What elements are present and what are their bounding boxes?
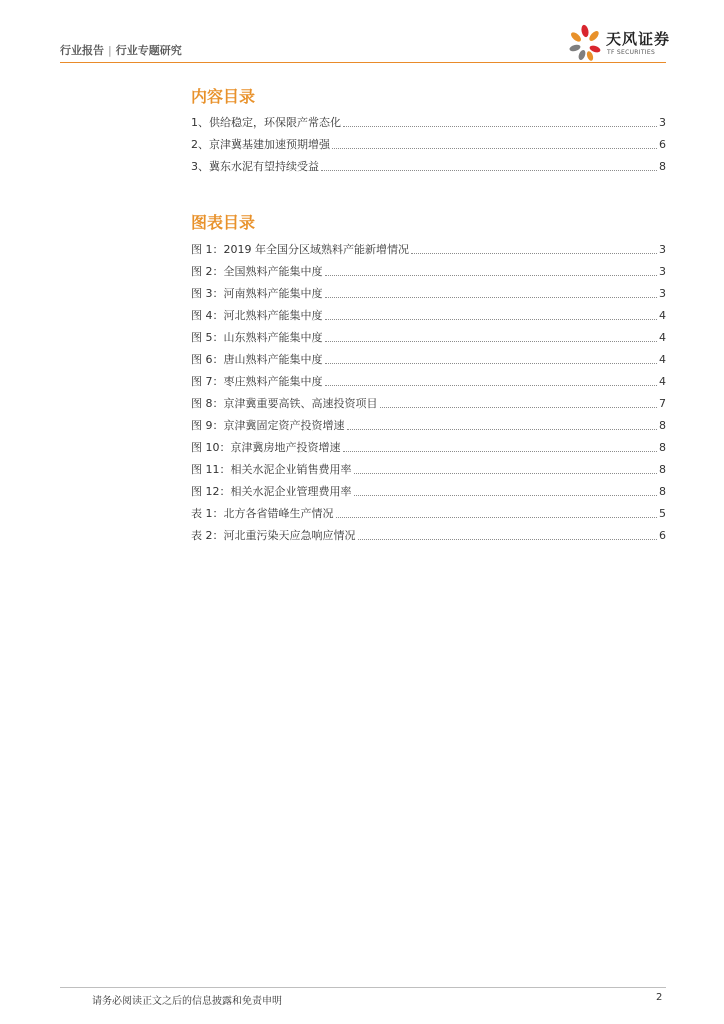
logo-company-name: 天风证券 — [606, 30, 671, 48]
flower-logo-icon — [566, 23, 606, 63]
dot-leader — [336, 517, 658, 518]
figure-entry-page: 4 — [659, 353, 666, 366]
figure-entry-label: 图 12：相关水泥企业管理费用率 — [191, 485, 352, 498]
toc-entry[interactable] — [191, 155, 666, 177]
figure-entry-page: 3 — [659, 287, 666, 300]
figure-entry-label: 图 10：京津冀房地产投资增速 — [191, 441, 341, 454]
figure-entry-page: 6 — [659, 529, 666, 542]
report-type-header — [60, 42, 182, 58]
figure-entry-label: 图 11：相关水泥企业销售费用率 — [191, 463, 352, 476]
toc-entry-label: 1、供给稳定，环保限产常态化 — [191, 116, 341, 129]
figure-entry[interactable] — [191, 282, 666, 304]
dot-leader — [325, 385, 658, 386]
figure-entry-page: 5 — [659, 507, 666, 520]
figure-entry-label: 表 1：北方各省错峰生产情况 — [191, 507, 334, 520]
figure-entry[interactable] — [191, 326, 666, 348]
figure-entry-label: 图 8：京津冀重要高铁、高速投资项目 — [191, 397, 378, 410]
figure-entry[interactable] — [191, 348, 666, 370]
dot-leader — [354, 473, 658, 474]
figure-entry-page: 4 — [659, 375, 666, 388]
report-subcategory: 行业专题研究 — [115, 44, 182, 57]
dot-leader — [325, 275, 658, 276]
figure-entry[interactable] — [191, 304, 666, 326]
toc-entry-label: 2、京津冀基建加速预期增强 — [191, 138, 330, 151]
dot-leader — [380, 407, 658, 408]
figures-title: 图表目录 — [191, 213, 256, 232]
figure-entry-label: 图 5：山东熟料产能集中度 — [191, 331, 323, 344]
figure-entry[interactable] — [191, 238, 666, 260]
figure-entry[interactable] — [191, 414, 666, 436]
toc-entry[interactable] — [191, 133, 666, 155]
toc-entry-page: 3 — [659, 116, 666, 129]
figure-entry-page: 8 — [659, 441, 666, 454]
figure-entry[interactable] — [191, 392, 666, 414]
figure-entry[interactable] — [191, 370, 666, 392]
figure-entry-label: 图 3：河南熟料产能集中度 — [191, 287, 323, 300]
dot-leader — [325, 297, 658, 298]
figure-entry-page: 3 — [659, 265, 666, 278]
dot-leader — [411, 253, 657, 254]
figure-entry-label: 图 9：京津冀固定资产投资增速 — [191, 419, 345, 432]
figure-entry[interactable] — [191, 524, 666, 546]
logo-company-subtitle: TF SECURITIES — [607, 49, 656, 56]
dot-leader — [325, 363, 658, 364]
figure-entry-page: 4 — [659, 331, 666, 344]
figure-entry-page: 8 — [659, 485, 666, 498]
figures-list — [191, 238, 666, 546]
dot-leader — [343, 126, 657, 127]
figure-entry[interactable] — [191, 458, 666, 480]
figure-entry-page: 7 — [659, 397, 666, 410]
page-number: 2 — [656, 992, 663, 1003]
figure-entry-label: 图 6：唐山熟料产能集中度 — [191, 353, 323, 366]
figure-entry-page: 3 — [659, 243, 666, 256]
dot-leader — [325, 341, 658, 342]
figure-entry-label: 图 4：河北熟料产能集中度 — [191, 309, 323, 322]
toc-entry-label: 3、冀东水泥有望持续受益 — [191, 160, 319, 173]
dot-leader — [354, 495, 658, 496]
dot-leader — [321, 170, 657, 171]
header-divider — [60, 62, 666, 63]
figure-entry-page: 8 — [659, 419, 666, 432]
dot-leader — [325, 319, 658, 320]
figure-entry-label: 表 2：河北重污染天应急响应情况 — [191, 529, 356, 542]
header-separator: | — [108, 44, 112, 57]
footer-divider — [60, 987, 666, 988]
figure-entry-label: 图 7：枣庄熟料产能集中度 — [191, 375, 323, 388]
footer-disclaimer: 请务必阅读正文之后的信息披露和免责申明 — [92, 996, 282, 1007]
figure-entry[interactable] — [191, 260, 666, 282]
dot-leader — [347, 429, 658, 430]
company-logo — [566, 23, 676, 63]
contents-list — [191, 111, 666, 177]
dot-leader — [358, 539, 658, 540]
figure-entry-label: 图 1：2019 年全国分区域熟料产能新增情况 — [191, 243, 409, 256]
report-category: 行业报告 — [60, 44, 104, 57]
figure-entry-page: 4 — [659, 309, 666, 322]
figure-entry[interactable] — [191, 480, 666, 502]
figure-entry-label: 图 2：全国熟料产能集中度 — [191, 265, 323, 278]
dot-leader — [343, 451, 658, 452]
figure-entry[interactable] — [191, 502, 666, 524]
toc-entry-page: 6 — [659, 138, 666, 151]
toc-entry-page: 8 — [659, 160, 666, 173]
figure-entry[interactable] — [191, 436, 666, 458]
contents-title: 内容目录 — [191, 87, 256, 106]
dot-leader — [332, 148, 657, 149]
toc-entry[interactable] — [191, 111, 666, 133]
figure-entry-page: 8 — [659, 463, 666, 476]
